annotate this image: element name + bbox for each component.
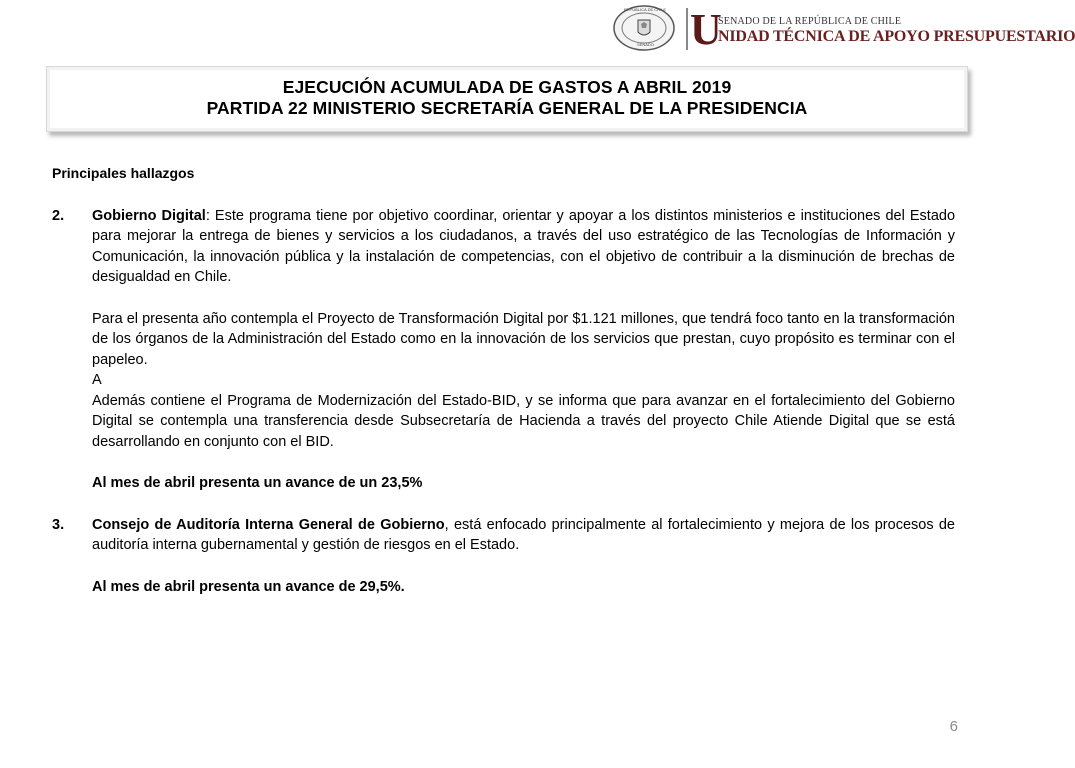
content-body — [52, 163, 955, 597]
seal-text-bottom: SENADO — [637, 42, 654, 47]
logo-unidad-text: NIDAD TÉCNICA DE APOYO PRESUPUESTARIO — [718, 28, 1075, 45]
logo-senado-text: SENADO DE LA REPÚBLICA DE CHILE — [718, 16, 902, 27]
item-paragraph: A — [92, 372, 102, 388]
page-title-line2: PARTIDA 22 MINISTERIO SECRETARÍA GENERAL DE LA PRESIDENCIA — [206, 98, 808, 118]
page-title-line1: EJECUCIÓN ACUMULADA DE GASTOS A ABRIL 2019 — [282, 77, 732, 97]
item-paragraph — [92, 206, 955, 288]
item-paragraph: Para el presenta año contempla el Proyecto de Transformación Digital por $1.121 millones, que tendrá foco tanto en la transformación de los órganos de la Administración del Estado como en la innovación de los servicios que prestan, cuyo propósito es terminar con el papeleo. — [92, 310, 955, 368]
list-item — [52, 515, 955, 598]
item-paragraph: Además contiene el Programa de Modernización del Estado-BID, y se informa que para avanzar en el fortalecimiento del Gobierno Digital se contempla una transferencia desde Subsecretaría de Hacienda a través del proyecto Chile Atiende Digital que se está desarrollando en conjunto con el BID. — [92, 392, 955, 450]
item-lead-text: , está enfocado principalmente al fortalecimiento y mejora de los procesos de auditoría interna gubernamental y gestión de riesgos en el Estado. — [92, 516, 955, 553]
item-lead-text: : Este programa tiene por objetivo coordinar, orientar y apoyar a los distintos ministerios e instituciones del Estado para mejorar la entrega de bienes y servicios a los ciudadanos, a través del uso estratégico de las Tecnologías de Información y Comunicación, la innovación pública y la instalación de competencias, con el objetivo de contribuir a la disminución de brechas de desigualdad en Chile. — [92, 207, 956, 285]
item-lead: Consejo de Auditoría Interna General de Gobierno — [92, 516, 445, 533]
item-lead: Gobierno Digital — [92, 207, 206, 224]
title-box — [46, 66, 968, 132]
logo-initial: U — [690, 5, 722, 54]
seal-text-top: REPÚBLICA DE CHILE — [624, 7, 667, 12]
item-paragraph — [92, 515, 955, 556]
header-logo — [612, 4, 1075, 54]
item-number: 3. — [52, 516, 65, 533]
logo-divider — [686, 8, 688, 50]
section-heading: Principales hallazgos — [52, 165, 195, 181]
item-summary: Al mes de abril presenta un avance de 29,5%. — [92, 578, 405, 595]
item-number: 2. — [52, 207, 65, 224]
item-summary: Al mes de abril presenta un avance de un 23,5% — [92, 475, 423, 491]
page-number: 6 — [949, 718, 958, 735]
list-item — [52, 206, 955, 494]
